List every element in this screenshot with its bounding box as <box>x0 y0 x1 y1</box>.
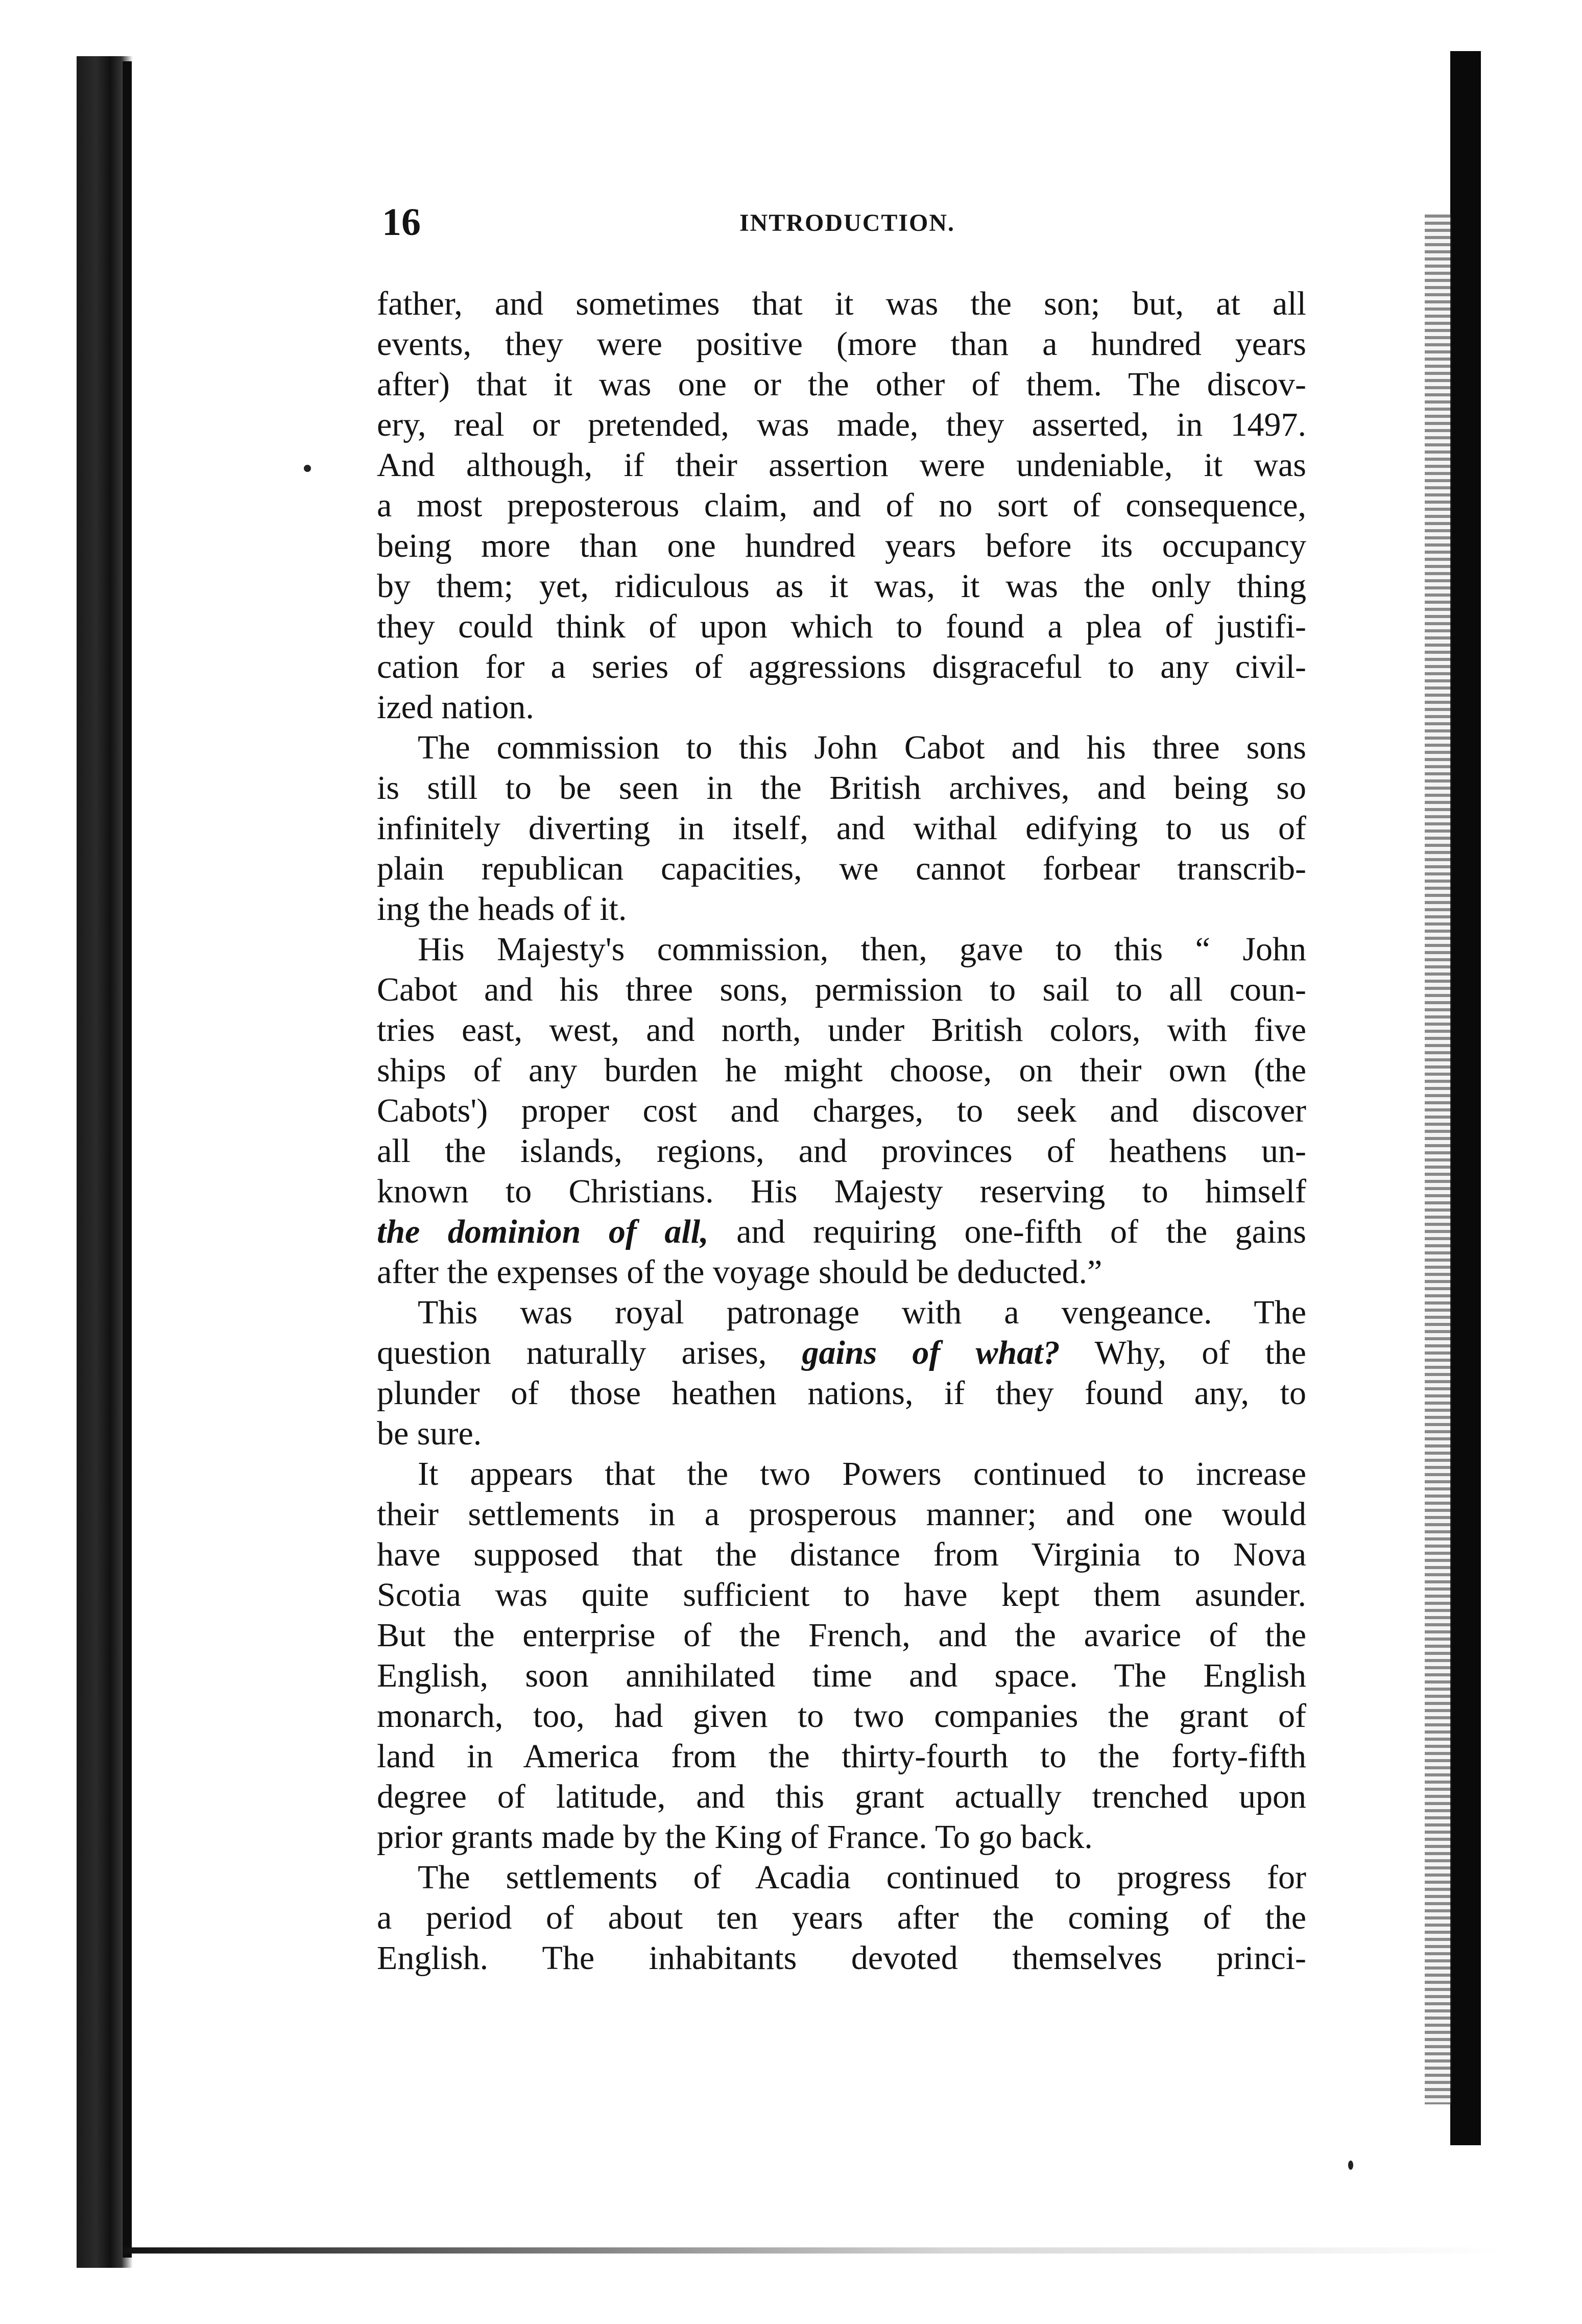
text-line: after) that it was one or the other of them. The discov- <box>377 366 1306 403</box>
text-line: English, soon annihilated time and space. The English <box>377 1657 1306 1694</box>
scan-right-noise <box>1425 215 1451 2104</box>
text-line: The settlements of Acadia continued to progress for <box>418 1859 1306 1896</box>
text-line: father, and sometimes that it was the son; but, at all <box>377 285 1306 322</box>
text-line: degree of latitude, and this grant actually trenched upon <box>377 1778 1306 1815</box>
text-line: monarch, too, had given to two companies the grant of <box>377 1697 1306 1735</box>
text-line: being more than one hundred years before its occupancy <box>377 527 1306 564</box>
text-line: they could think of upon which to found a plea of justifi- <box>377 608 1306 645</box>
text-line: by them; yet, ridiculous as it was, it was the only thing <box>377 567 1306 605</box>
text-line: be sure. <box>377 1415 482 1452</box>
scan-bottom-edge <box>123 2247 1501 2254</box>
text-line <box>377 1212 1306 1252</box>
text-line: have supposed that the distance from Virginia to Nova <box>377 1536 1306 1573</box>
text-line: But the enterprise of the French, and the avarice of the <box>377 1617 1306 1654</box>
text-line: known to Christians. His Majesty reserving to himself <box>377 1173 1306 1210</box>
text-line: Cabot and his three sons, permission to sail to all coun- <box>377 971 1306 1008</box>
text-line: their settlements in a prosperous manner; and one would <box>377 1496 1306 1533</box>
stray-mark <box>1348 2161 1353 2170</box>
scan-right-edge <box>1450 51 1481 2145</box>
text-line: This was royal patronage with a vengeance. The <box>418 1294 1306 1331</box>
scan-left-binding <box>123 61 132 2258</box>
text-line: ery, real or pretended, was made, they asserted, in 1497. <box>377 406 1306 443</box>
italic-phrase: gains of what? <box>802 1334 1060 1371</box>
text-fragment: question naturally arises, <box>377 1334 802 1371</box>
text-line: all the islands, regions, and provinces of heathens un- <box>377 1132 1306 1170</box>
text-line: English. The inhabitants devoted themselves princi- <box>377 1939 1306 1977</box>
text-line <box>377 1333 1306 1373</box>
running-head: INTRODUCTION. <box>739 209 955 236</box>
stray-mark <box>304 465 311 472</box>
text-line: plunder of those heathen nations, if they found any, to <box>377 1374 1306 1412</box>
page-number: 16 <box>382 201 421 244</box>
text-fragment: Why, of the <box>1060 1334 1306 1371</box>
text-line: land in America from the thirty-fourth to the forty-fifth <box>377 1738 1306 1775</box>
body-text <box>377 283 1306 1978</box>
text-line: ized nation. <box>377 689 534 726</box>
text-line: Cabots') proper cost and charges, to seek and discover <box>377 1092 1306 1129</box>
text-line: a most preposterous claim, and of no sort of consequence, <box>377 487 1306 524</box>
text-fragment: and requiring one-fifth of the gains <box>708 1213 1306 1250</box>
text-line: ing the heads of it. <box>377 890 627 928</box>
text-line: The commission to this John Cabot and his three sons <box>418 729 1306 766</box>
text-line: plain republican capacities, we cannot forbear transcrib- <box>377 850 1306 887</box>
text-line: events, they were positive (more than a hundred years <box>377 325 1306 363</box>
text-line: infinitely diverting in itself, and withal edifying to us of <box>377 810 1306 847</box>
text-line: is still to be seen in the British archives, and being so <box>377 769 1306 807</box>
text-line: And although, if their assertion were undeniable, it was <box>377 446 1306 484</box>
text-line: cation for a series of aggressions disgraceful to any civil- <box>377 648 1306 685</box>
text-line: prior grants made by the King of France. To go back. <box>377 1818 1093 1856</box>
text-line: tries east, west, and north, under British colors, with five <box>377 1011 1306 1049</box>
italic-phrase: the dominion of all, <box>377 1213 709 1250</box>
text-line: ships of any burden he might choose, on their own (the <box>377 1052 1306 1089</box>
page-header <box>382 199 1291 245</box>
text-line: Scotia was quite sufficient to have kept them asunder. <box>377 1576 1306 1614</box>
text-line: after the expenses of the voyage should be deducted.” <box>377 1253 1102 1291</box>
text-line: It appears that the two Powers continued to increase <box>418 1455 1306 1492</box>
text-line: His Majesty's commission, then, gave to this “ John <box>418 931 1306 968</box>
text-line: a period of about ten years after the coming of the <box>377 1899 1306 1936</box>
